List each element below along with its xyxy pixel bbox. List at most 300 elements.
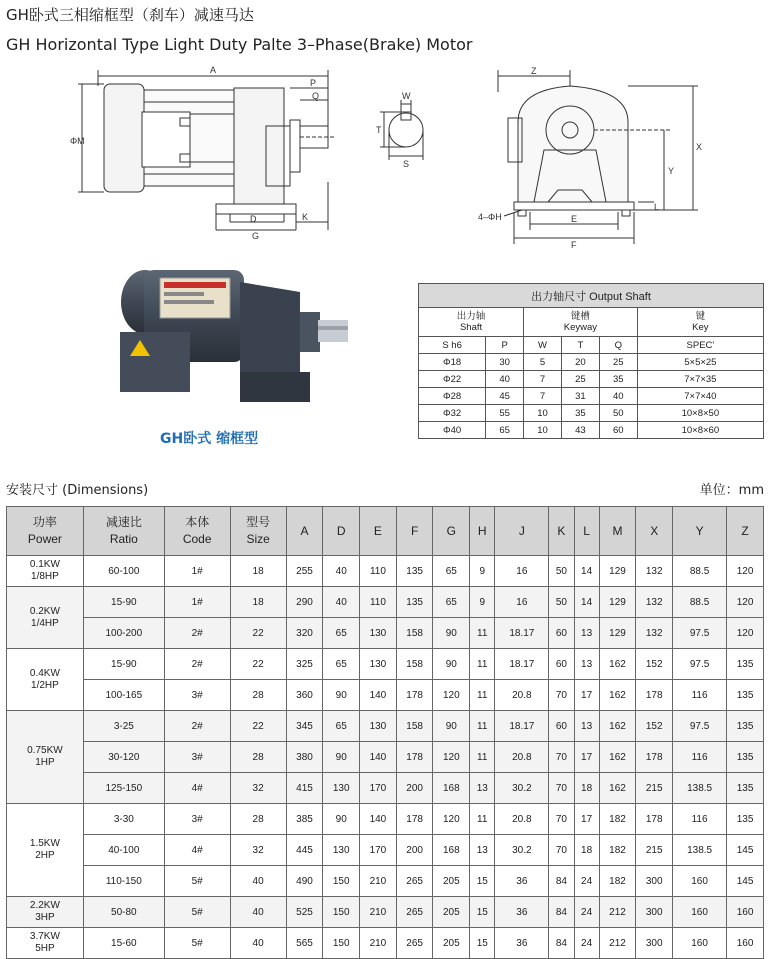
dim-cell: 132 <box>636 618 673 649</box>
dim-cell: 116 <box>673 680 727 711</box>
dim-cell: 290 <box>286 587 323 618</box>
shaft-section-drawing <box>370 90 430 170</box>
dim-cell: 36 <box>495 866 549 897</box>
dim-cell: 15-60 <box>83 928 164 959</box>
power-cell: 1.5KW 2HP <box>7 804 84 897</box>
dim-cell: 178 <box>396 680 433 711</box>
shaft-cell: Φ32 <box>419 405 486 422</box>
dim-col-header: X <box>636 507 673 556</box>
dim-cell: 182 <box>599 866 636 897</box>
dim-col-header: Z <box>727 507 764 556</box>
shaft-col-header: W <box>524 337 562 354</box>
shaft-table-title: 出力轴尺寸 Output Shaft <box>419 284 764 308</box>
dim-cell: 5# <box>164 897 230 928</box>
shaft-cell: 7×7×40 <box>637 388 763 405</box>
shaft-cell: 10×8×50 <box>637 405 763 422</box>
dim-cell: 152 <box>636 711 673 742</box>
product-caption: GH卧式 缩框型 <box>160 431 259 447</box>
shaft-cell: 5×5×25 <box>637 354 763 371</box>
dim-col-header: 型号 Size <box>230 507 286 556</box>
dim-cell: 135 <box>727 804 764 835</box>
dim-row <box>7 835 764 866</box>
dim-cell: 168 <box>433 773 470 804</box>
dim-cell: 13 <box>574 649 599 680</box>
dim-cell: 162 <box>599 649 636 680</box>
dim-col-header: 功率 Power <box>7 507 84 556</box>
side-view-drawing <box>70 62 340 247</box>
shaft-cell: 40 <box>486 371 524 388</box>
shaft-cell: 35 <box>561 405 599 422</box>
dim-cell: 145 <box>727 835 764 866</box>
power-cell: 3.7KW 5HP <box>7 928 84 959</box>
dim-cell: 18.17 <box>495 711 549 742</box>
dim-cell: 178 <box>396 742 433 773</box>
dim-cell: 150 <box>323 928 360 959</box>
dim-cell: 28 <box>230 680 286 711</box>
shaft-col-header: S h6 <box>419 337 486 354</box>
dim-cell: 88.5 <box>673 556 727 587</box>
dim-cell: 15-90 <box>83 587 164 618</box>
dim-col-header: D <box>323 507 360 556</box>
dim-cell: 210 <box>360 897 397 928</box>
shaft-cell: 40 <box>599 388 637 405</box>
shaft-cell: 10 <box>524 405 562 422</box>
dim-cell: 135 <box>396 556 433 587</box>
dim-cell: 138.5 <box>673 835 727 866</box>
dim-cell: 158 <box>396 711 433 742</box>
dim-cell: 212 <box>599 928 636 959</box>
dim-cell: 160 <box>727 897 764 928</box>
dim-label-a: A <box>210 65 217 75</box>
dim-cell: 17 <box>574 680 599 711</box>
dim-cell: 3# <box>164 742 230 773</box>
dim-cell: 70 <box>549 742 574 773</box>
dim-cell: 138.5 <box>673 773 727 804</box>
dim-cell: 30-120 <box>83 742 164 773</box>
shaft-cell: 7 <box>524 388 562 405</box>
dim-label-x: X <box>696 142 703 152</box>
dim-cell: 40 <box>323 587 360 618</box>
dim-cell: 178 <box>636 742 673 773</box>
dim-cell: 18 <box>230 587 286 618</box>
dim-cell: 380 <box>286 742 323 773</box>
dim-cell: 116 <box>673 742 727 773</box>
dim-label-y: Y <box>668 166 675 176</box>
dim-cell: 90 <box>433 711 470 742</box>
dim-cell: 28 <box>230 804 286 835</box>
dim-cell: 20.8 <box>495 742 549 773</box>
dim-cell: 15 <box>470 866 495 897</box>
dim-cell: 445 <box>286 835 323 866</box>
dim-cell: 2# <box>164 618 230 649</box>
dim-cell: 11 <box>470 649 495 680</box>
dim-cell: 200 <box>396 773 433 804</box>
dim-label-h: 4–ΦH <box>478 212 502 222</box>
dim-cell: 40 <box>230 897 286 928</box>
dim-cell: 11 <box>470 804 495 835</box>
dim-cell: 132 <box>636 556 673 587</box>
dim-cell: 129 <box>599 587 636 618</box>
dim-cell: 152 <box>636 649 673 680</box>
dim-cell: 130 <box>360 711 397 742</box>
dim-col-header: E <box>360 507 397 556</box>
dim-cell: 13 <box>470 835 495 866</box>
dim-cell: 265 <box>396 928 433 959</box>
dim-cell: 18 <box>574 773 599 804</box>
shaft-row <box>419 405 764 422</box>
dim-cell: 385 <box>286 804 323 835</box>
dim-cell: 162 <box>599 680 636 711</box>
dim-row <box>7 649 764 680</box>
dim-cell: 40 <box>323 556 360 587</box>
dim-label-z: Z <box>531 66 537 76</box>
shaft-col-header: SPEC' <box>637 337 763 354</box>
shaft-cell: 43 <box>561 422 599 439</box>
dimensions-table <box>6 506 764 959</box>
dim-cell: 135 <box>727 680 764 711</box>
shaft-cell: 7×7×35 <box>637 371 763 388</box>
dim-cell: 255 <box>286 556 323 587</box>
dim-cell: 158 <box>396 618 433 649</box>
shaft-cell: 50 <box>599 405 637 422</box>
dim-cell: 2# <box>164 649 230 680</box>
dim-cell: 11 <box>470 711 495 742</box>
dim-cell: 18.17 <box>495 618 549 649</box>
dim-cell: 120 <box>433 680 470 711</box>
dim-cell: 9 <box>470 587 495 618</box>
unit-label: 单位：mm <box>699 483 764 498</box>
dim-cell: 1# <box>164 587 230 618</box>
dim-cell: 70 <box>549 804 574 835</box>
shaft-cell: 55 <box>486 405 524 422</box>
dim-cell: 40 <box>230 866 286 897</box>
dim-cell: 17 <box>574 804 599 835</box>
power-cell: 0.2KW 1/4HP <box>7 587 84 649</box>
dim-cell: 110 <box>360 587 397 618</box>
power-cell: 2.2KW 3HP <box>7 897 84 928</box>
dim-cell: 135 <box>727 711 764 742</box>
dim-cell: 32 <box>230 835 286 866</box>
dim-cell: 14 <box>574 587 599 618</box>
dim-cell: 135 <box>396 587 433 618</box>
dim-cell: 3-30 <box>83 804 164 835</box>
shaft-cell: Φ18 <box>419 354 486 371</box>
dim-cell: 40-100 <box>83 835 164 866</box>
dim-row <box>7 680 764 711</box>
dim-cell: 24 <box>574 897 599 928</box>
shaft-cell: 10 <box>524 422 562 439</box>
shaft-cell: 35 <box>599 371 637 388</box>
dim-label-f: F <box>571 240 577 250</box>
dim-cell: 4# <box>164 773 230 804</box>
shaft-col-header: T <box>561 337 599 354</box>
dim-cell: 120 <box>727 618 764 649</box>
dim-cell: 90 <box>323 742 360 773</box>
dim-cell: 40 <box>230 928 286 959</box>
dim-cell: 160 <box>727 928 764 959</box>
dim-col-header: A <box>286 507 323 556</box>
dim-cell: 325 <box>286 649 323 680</box>
dim-row <box>7 866 764 897</box>
dim-cell: 320 <box>286 618 323 649</box>
dim-cell: 130 <box>360 618 397 649</box>
dim-cell: 210 <box>360 928 397 959</box>
dim-cell: 160 <box>673 928 727 959</box>
dim-cell: 9 <box>470 556 495 587</box>
dim-cell: 300 <box>636 866 673 897</box>
dim-col-header: K <box>549 507 574 556</box>
dim-cell: 15 <box>470 928 495 959</box>
dim-cell: 65 <box>433 587 470 618</box>
dim-cell: 70 <box>549 835 574 866</box>
dim-cell: 84 <box>549 928 574 959</box>
dim-cell: 70 <box>549 680 574 711</box>
front-view-drawing <box>478 62 708 252</box>
dim-row <box>7 711 764 742</box>
dim-cell: 210 <box>360 866 397 897</box>
dim-cell: 345 <box>286 711 323 742</box>
dim-cell: 2# <box>164 711 230 742</box>
dim-cell: 15-90 <box>83 649 164 680</box>
dim-cell: 36 <box>495 928 549 959</box>
dim-cell: 205 <box>433 897 470 928</box>
dim-label-q: Q <box>312 91 320 101</box>
dim-cell: 36 <box>495 897 549 928</box>
dim-cell: 22 <box>230 711 286 742</box>
dim-cell: 24 <box>574 928 599 959</box>
shaft-group-keyway: 键槽 Keyway <box>524 308 638 337</box>
dim-col-header: L <box>574 507 599 556</box>
dim-cell: 162 <box>599 711 636 742</box>
dim-col-header: M <box>599 507 636 556</box>
dim-cell: 178 <box>636 804 673 835</box>
dimensions-title: 安装尺寸 (Dimensions) <box>6 483 149 498</box>
power-cell: 0.1KW 1/8HP <box>7 556 84 587</box>
dim-row <box>7 618 764 649</box>
dim-cell: 120 <box>433 804 470 835</box>
dim-cell: 162 <box>599 773 636 804</box>
dim-cell: 97.5 <box>673 711 727 742</box>
shaft-col-header: Q <box>599 337 637 354</box>
dim-cell: 16 <box>495 556 549 587</box>
dim-col-header: Y <box>673 507 727 556</box>
dim-cell: 110-150 <box>83 866 164 897</box>
shaft-cell: 25 <box>599 354 637 371</box>
dim-cell: 32 <box>230 773 286 804</box>
dim-cell: 130 <box>323 773 360 804</box>
shaft-cell: Φ22 <box>419 371 486 388</box>
dim-cell: 200 <box>396 835 433 866</box>
dim-cell: 13 <box>470 773 495 804</box>
dim-cell: 5# <box>164 866 230 897</box>
shaft-cell: 60 <box>599 422 637 439</box>
dim-cell: 415 <box>286 773 323 804</box>
dim-cell: 300 <box>636 897 673 928</box>
dim-cell: 30.2 <box>495 835 549 866</box>
output-shaft-table <box>418 283 764 439</box>
dim-cell: 4# <box>164 835 230 866</box>
dim-cell: 182 <box>599 835 636 866</box>
dim-cell: 60 <box>549 711 574 742</box>
dim-cell: 50 <box>549 556 574 587</box>
shaft-cell: 5 <box>524 354 562 371</box>
dim-row <box>7 804 764 835</box>
dim-cell: 18.17 <box>495 649 549 680</box>
shaft-cell: Φ40 <box>419 422 486 439</box>
dim-cell: 60-100 <box>83 556 164 587</box>
dim-cell: 135 <box>727 773 764 804</box>
dim-cell: 97.5 <box>673 618 727 649</box>
dim-cell: 125-150 <box>83 773 164 804</box>
dim-cell: 16 <box>495 587 549 618</box>
dim-cell: 11 <box>470 680 495 711</box>
dim-cell: 90 <box>323 680 360 711</box>
dim-cell: 129 <box>599 556 636 587</box>
shaft-row <box>419 354 764 371</box>
dim-cell: 360 <box>286 680 323 711</box>
shaft-group-key: 键 Key <box>637 308 763 337</box>
dim-cell: 182 <box>599 804 636 835</box>
dim-cell: 3# <box>164 680 230 711</box>
dim-cell: 100-165 <box>83 680 164 711</box>
dim-cell: 160 <box>673 897 727 928</box>
dim-row <box>7 773 764 804</box>
motor-photo <box>100 262 355 422</box>
dim-cell: 11 <box>470 618 495 649</box>
dim-col-header: G <box>433 507 470 556</box>
dim-cell: 20.8 <box>495 680 549 711</box>
dim-col-header: F <box>396 507 433 556</box>
dim-cell: 84 <box>549 897 574 928</box>
dim-cell: 60 <box>549 649 574 680</box>
dim-cell: 17 <box>574 742 599 773</box>
dim-label-l: L <box>654 202 660 212</box>
dim-cell: 565 <box>286 928 323 959</box>
dim-col-header: 本体 Code <box>164 507 230 556</box>
dim-label-g: G <box>252 231 260 241</box>
dim-row <box>7 742 764 773</box>
dim-cell: 140 <box>360 742 397 773</box>
dim-cell: 88.5 <box>673 587 727 618</box>
dim-cell: 135 <box>727 742 764 773</box>
dim-cell: 130 <box>323 835 360 866</box>
shaft-row <box>419 422 764 439</box>
dim-cell: 22 <box>230 618 286 649</box>
dim-cell: 168 <box>433 835 470 866</box>
dim-row <box>7 928 764 959</box>
shaft-cell: 20 <box>561 354 599 371</box>
dim-cell: 116 <box>673 804 727 835</box>
shaft-row <box>419 371 764 388</box>
dim-col-header: J <box>495 507 549 556</box>
dim-cell: 65 <box>323 711 360 742</box>
dim-cell: 65 <box>433 556 470 587</box>
dim-cell: 14 <box>574 556 599 587</box>
dim-cell: 130 <box>360 649 397 680</box>
shaft-col-header: P <box>486 337 524 354</box>
dim-cell: 170 <box>360 773 397 804</box>
shaft-row <box>419 388 764 405</box>
dim-cell: 158 <box>396 649 433 680</box>
dim-label-d: D <box>250 214 257 224</box>
dim-cell: 160 <box>673 866 727 897</box>
dim-label-s: S <box>403 159 410 169</box>
shaft-cell: Φ28 <box>419 388 486 405</box>
dim-label-m: ΦM <box>70 136 85 146</box>
dim-cell: 30.2 <box>495 773 549 804</box>
dim-cell: 110 <box>360 556 397 587</box>
dim-cell: 50 <box>549 587 574 618</box>
dim-cell: 18 <box>574 835 599 866</box>
shaft-cell: 7 <box>524 371 562 388</box>
dim-col-header: 减速比 Ratio <box>83 507 164 556</box>
dim-cell: 1# <box>164 556 230 587</box>
dim-cell: 300 <box>636 928 673 959</box>
dim-cell: 13 <box>574 618 599 649</box>
dim-cell: 24 <box>574 866 599 897</box>
power-cell: 0.4KW 1/2HP <box>7 649 84 711</box>
shaft-cell: 30 <box>486 354 524 371</box>
dim-cell: 60 <box>549 618 574 649</box>
shaft-cell: 65 <box>486 422 524 439</box>
dim-cell: 129 <box>599 618 636 649</box>
shaft-cell: 45 <box>486 388 524 405</box>
dim-cell: 15 <box>470 897 495 928</box>
dim-cell: 70 <box>549 773 574 804</box>
dim-cell: 3-25 <box>83 711 164 742</box>
dim-row <box>7 897 764 928</box>
shaft-cell: 25 <box>561 371 599 388</box>
dim-cell: 150 <box>323 866 360 897</box>
dim-cell: 215 <box>636 773 673 804</box>
dim-cell: 490 <box>286 866 323 897</box>
dim-row <box>7 556 764 587</box>
dim-cell: 150 <box>323 897 360 928</box>
page-title-en: GH Horizontal Type Light Duty Palte 3–Phase(Brake) Motor <box>6 35 473 54</box>
dim-label-t: T <box>376 125 382 135</box>
dim-cell: 140 <box>360 680 397 711</box>
dim-col-header: H <box>470 507 495 556</box>
dim-cell: 11 <box>470 742 495 773</box>
dim-cell: 65 <box>323 649 360 680</box>
dim-cell: 145 <box>727 866 764 897</box>
dim-cell: 90 <box>323 804 360 835</box>
dim-label-w: W <box>402 91 411 101</box>
page-title-cn: GH卧式三相缩框型（刹车）减速马达 <box>6 6 254 24</box>
dim-cell: 162 <box>599 742 636 773</box>
power-cell: 0.75KW 1HP <box>7 711 84 804</box>
dim-cell: 178 <box>396 804 433 835</box>
shaft-group-shaft: 出力轴 Shaft <box>419 308 524 337</box>
dim-cell: 97.5 <box>673 649 727 680</box>
dim-cell: 22 <box>230 649 286 680</box>
shaft-cell: 31 <box>561 388 599 405</box>
dim-cell: 90 <box>433 618 470 649</box>
dim-cell: 3# <box>164 804 230 835</box>
dim-label-p: P <box>310 78 317 88</box>
dim-cell: 215 <box>636 835 673 866</box>
dim-cell: 50-80 <box>83 897 164 928</box>
dim-cell: 5# <box>164 928 230 959</box>
dim-cell: 28 <box>230 742 286 773</box>
dim-cell: 120 <box>727 587 764 618</box>
dim-cell: 120 <box>433 742 470 773</box>
dim-cell: 170 <box>360 835 397 866</box>
shaft-column-headers <box>419 337 764 354</box>
dim-cell: 90 <box>433 649 470 680</box>
shaft-cell: 10×8×60 <box>637 422 763 439</box>
dim-cell: 140 <box>360 804 397 835</box>
